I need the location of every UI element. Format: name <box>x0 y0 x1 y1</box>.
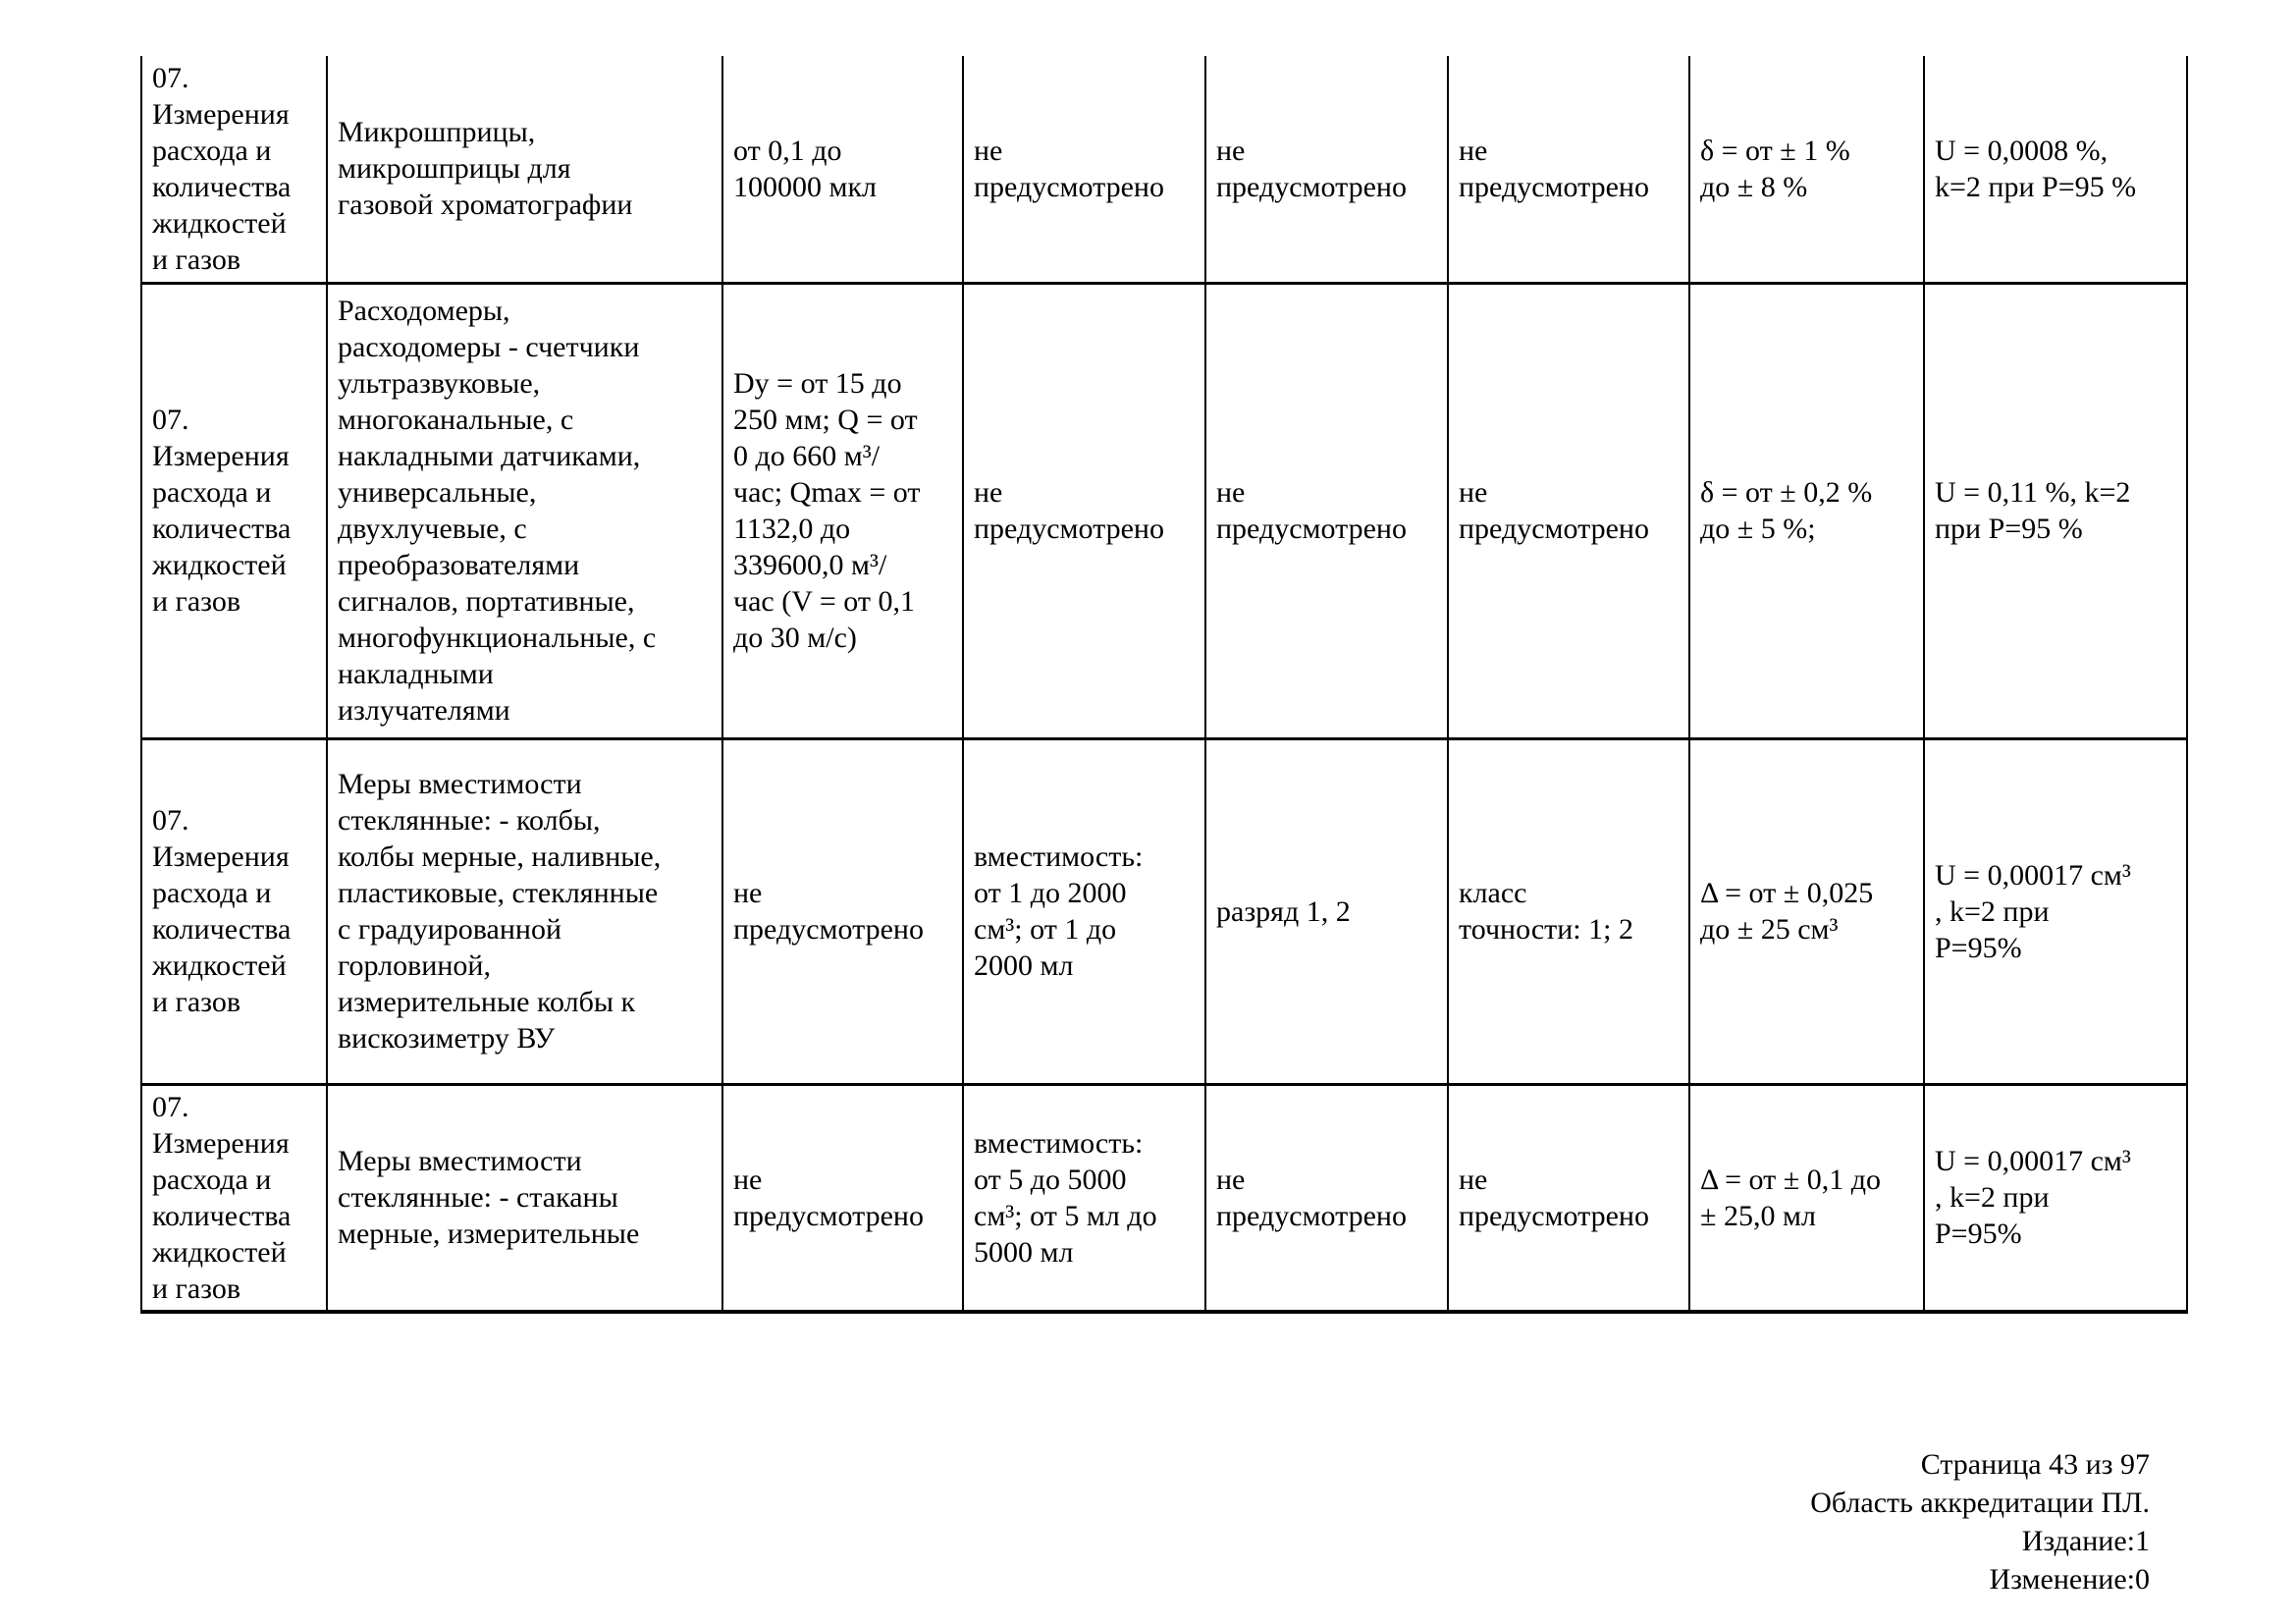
table-row-3 <box>141 738 2187 1084</box>
footer-edition: Издание:1 <box>2021 1525 2150 1557</box>
table-row-2 <box>141 283 2187 738</box>
cell-r4-instruments: Меры вместимости стеклянные: - стаканы мерные, измерительные <box>327 1084 722 1312</box>
cell-r2-measurement-field: 07. Измерения расхода и количества жидкостей и газов <box>141 283 327 738</box>
footer-revision: Изменение:0 <box>1989 1563 2150 1596</box>
cell-r2-instruments: Расходомеры, расходомеры - счетчики ультразвуковые, многоканальные, с накладными датчиками, универсальные, двухлучевые, с преобразователями сигналов, портативные, многофункциональные, с накладными излучателями <box>327 283 722 738</box>
cell-r2-accuracy-class: не предусмотрено <box>1448 283 1689 738</box>
cell-r4-accuracy-class: не предусмотрено <box>1448 1084 1689 1312</box>
cell-r1-error-limits: δ = от ± 1 % до ± 8 % <box>1689 56 1924 283</box>
cell-r2-measurement-range: Dy = от 15 до 250 мм; Q = от 0 до 660 м³/час; Qmax = от 1132,0 до 339600,0 м³/час (V = от 0,1 до 30 м/с) <box>722 283 963 738</box>
footer-doc-title: Область аккредитации ПЛ. <box>1810 1487 2150 1519</box>
cell-r2-rank: не предусмотрено <box>1205 283 1448 738</box>
cell-r1-measurement-field: 07. Измерения расхода и количества жидкостей и газов <box>141 56 327 283</box>
cell-r3-rank: разряд 1, 2 <box>1205 738 1448 1084</box>
cell-r3-measurement-field: 07. Измерения расхода и количества жидкостей и газов <box>141 738 327 1084</box>
cell-r4-capacity: вместимость: от 5 до 5000 см³; от 5 мл до 5000 мл <box>963 1084 1205 1312</box>
cell-r4-error-limits: Δ = от ± 0,1 до ± 25,0 мл <box>1689 1084 1924 1312</box>
table-row-1 <box>141 56 2187 283</box>
cell-r3-instruments: Меры вместимости стеклянные: - колбы, колбы мерные, наливные, пластиковые, стеклянные с градуированной горловиной, измерительные колбы к вискозиметру ВУ <box>327 738 722 1084</box>
cell-r3-accuracy-class: класс точности: 1; 2 <box>1448 738 1689 1084</box>
cell-r3-error-limits: Δ = от ± 0,025 до ± 25 см³ <box>1689 738 1924 1084</box>
cell-r3-uncertainty: U = 0,00017 см³ , k=2 при P=95% <box>1924 738 2187 1084</box>
accreditation-scope-table <box>140 56 2188 1314</box>
cell-r4-measurement-field: 07. Измерения расхода и количества жидкостей и газов <box>141 1084 327 1312</box>
cell-r3-measurement-range: не предусмотрено <box>722 738 963 1084</box>
cell-r4-uncertainty: U = 0,00017 см³ , k=2 при P=95% <box>1924 1084 2187 1312</box>
cell-r1-accuracy-class: не предусмотрено <box>1448 56 1689 283</box>
cell-r1-measurement-range: от 0,1 до 100000 мкл <box>722 56 963 283</box>
cell-r1-uncertainty: U = 0,0008 %, k=2 при P=95 % <box>1924 56 2187 283</box>
cell-r3-capacity: вместимость: от 1 до 2000 см³; от 1 до 2000 мл <box>963 738 1205 1084</box>
cell-r4-measurement-range: не предусмотрено <box>722 1084 963 1312</box>
cell-r2-error-limits: δ = от ± 0,2 % до ± 5 %; <box>1689 283 1924 738</box>
table-row-4 <box>141 1084 2187 1312</box>
cell-r1-capacity: не предусмотрено <box>963 56 1205 283</box>
cell-r2-capacity: не предусмотрено <box>963 283 1205 738</box>
page-footer <box>1810 1445 2150 1598</box>
footer-page-number: Страница 43 из 97 <box>1920 1448 2150 1481</box>
cell-r1-instruments: Микрошприцы, микрошприцы для газовой хроматографии <box>327 56 722 283</box>
cell-r4-rank: не предусмотрено <box>1205 1084 1448 1312</box>
cell-r1-rank: не предусмотрено <box>1205 56 1448 283</box>
cell-r2-uncertainty: U = 0,11 %, k=2 при P=95 % <box>1924 283 2187 738</box>
